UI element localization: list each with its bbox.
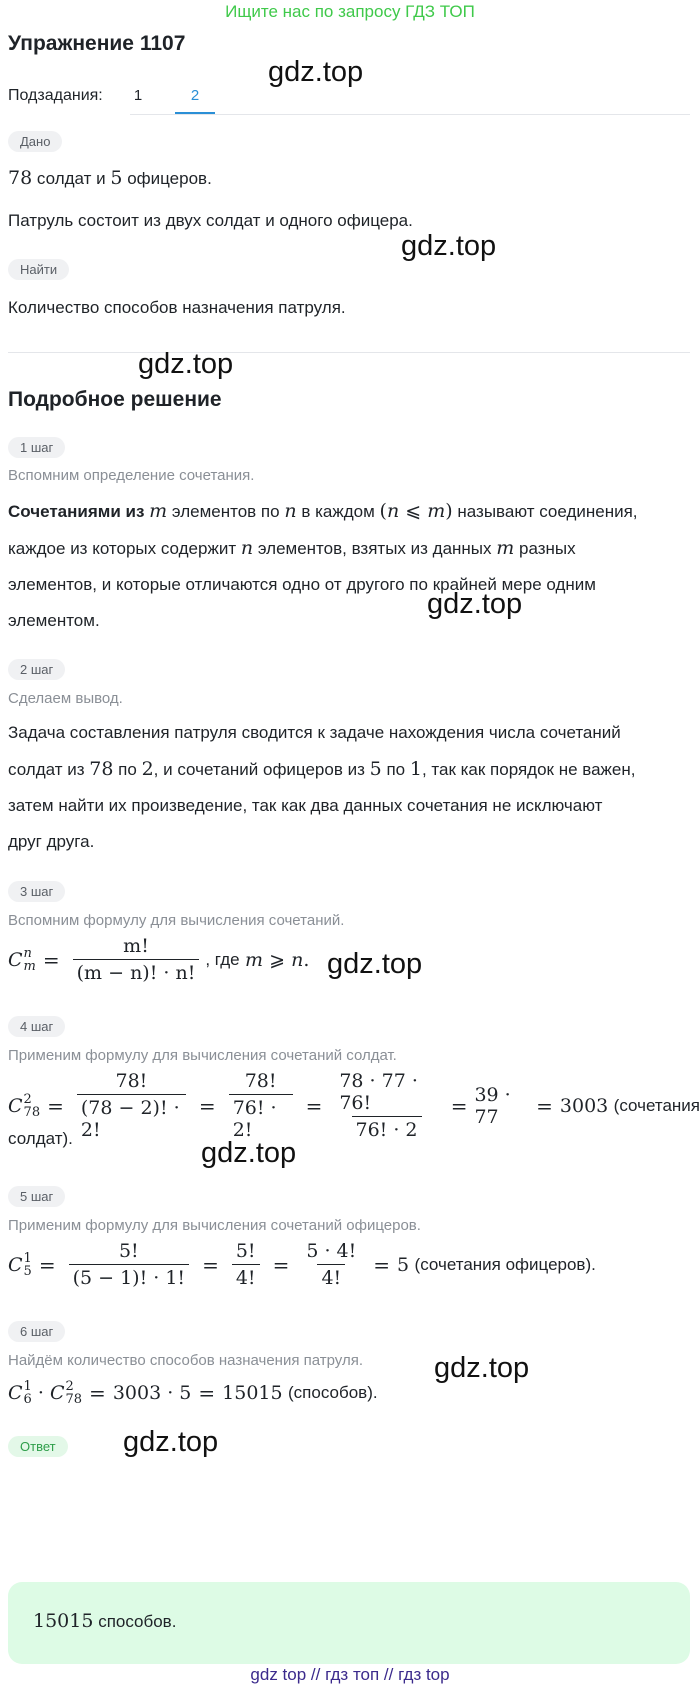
- tab-subtask-1[interactable]: 1: [133, 87, 143, 104]
- step-4-tail: солдат).: [8, 1129, 73, 1148]
- given-line-2: Патруль состоит из двух солдат и одного офицера.: [8, 211, 413, 230]
- watermark: gdz.top: [268, 56, 364, 88]
- step-3-hint: Вспомним формулу для вычисления сочетаний.: [8, 912, 345, 929]
- watermark: gdz.top: [427, 588, 523, 620]
- given-section: [8, 131, 62, 152]
- step-4-hint: Применим формулу для вычисления сочетаний солдат.: [8, 1047, 397, 1064]
- watermark: gdz.top: [201, 1137, 297, 1169]
- tab-subtask-2[interactable]: 2: [190, 87, 200, 104]
- step-2-pill: 2 шаг: [8, 659, 65, 680]
- step-1-hint: Вспомним определение сочетания.: [8, 467, 255, 484]
- step-5-hint: Применим формулу для вычисления сочетаний офицеров.: [8, 1217, 421, 1234]
- step-6-formula: C 1 6 · C 2 78 = 3003 · 5 = 15015 (способов).: [8, 1379, 378, 1407]
- subtasks-label: Подзадания:: [8, 87, 103, 104]
- active-tab-indicator: [175, 112, 215, 114]
- find-section: [8, 259, 69, 280]
- find-text: Количество способов назначения патруля.: [8, 298, 346, 317]
- answer-pill: Ответ: [8, 1436, 68, 1457]
- step-5-pill: 5 шаг: [8, 1186, 65, 1207]
- step-2-text: Задача составления патруля сводится к задаче нахождения числа сочетаний солдат из 78 по 2, и сочетаний офицеров из 5 по 1, так как порядок не важен, затем найти их произведение, так как два данных сочетания не исключают друг друга.: [8, 723, 636, 851]
- step-4-pill: 4 шаг: [8, 1016, 65, 1037]
- watermark: gdz.top: [401, 230, 497, 262]
- step-1-definition: Сочетаниями из m элементов по n в каждом (n ⩽ m) называют соединения, каждое из которых содержит n элементов, взятых из данных m разных элементов, и которые отличаются одно от другого по крайней мере одним элементом.: [8, 500, 638, 630]
- footer-links[interactable]: gdz top // гдз топ // гдз top: [250, 1665, 450, 1684]
- watermark: gdz.top: [434, 1352, 530, 1384]
- answer-text: 15015 способов.: [33, 1610, 177, 1632]
- step-6-hint: Найдём количество способов назначения патруля.: [8, 1352, 364, 1369]
- page-title: Упражнение 1107: [8, 32, 186, 55]
- step-2-hint: Сделаем вывод.: [8, 690, 123, 707]
- watermark: gdz.top: [138, 348, 234, 380]
- top-ad-text[interactable]: Ищите нас по запросу ГДЗ ТОП: [225, 2, 475, 21]
- watermark: gdz.top: [123, 1426, 219, 1458]
- step-1-pill: 1 шаг: [8, 437, 65, 458]
- find-pill: Найти: [8, 259, 69, 280]
- given-pill: Дано: [8, 131, 62, 152]
- step-4-formula: C 2 78 = $\frac{78!}{(78 - 2)! \cdot 2!}$ = $\frac{78!}{76! \cdot 2!}$ = $\frac{78 \cdot 77 \cdot 76!}{76! \cdot 2}$ = 39 · 77 = 3003 (сочетания: [8, 1070, 700, 1141]
- section-divider: [8, 352, 690, 353]
- tabs-divider: [130, 114, 690, 115]
- step-6-pill: 6 шаг: [8, 1321, 65, 1342]
- given-line-1: 78 солдат и 5 офицеров.: [8, 167, 212, 189]
- step-3-pill: 3 шаг: [8, 881, 65, 902]
- watermark: gdz.top: [327, 948, 423, 980]
- step-5-formula: C 1 5 = $\frac{5!}{(5 - 1)! \cdot 1!}$ = $\frac{5!}{4!}$ = $\frac{5 \cdot 4!}{4!}$ = 5 (сочетания офицеров).: [8, 1240, 596, 1289]
- step-3-formula: C n m = $\frac{m!}{(m - n)! \cdot n!}$ , где m ⩾ n .: [8, 935, 310, 984]
- solution-heading: Подробное решение: [8, 388, 222, 411]
